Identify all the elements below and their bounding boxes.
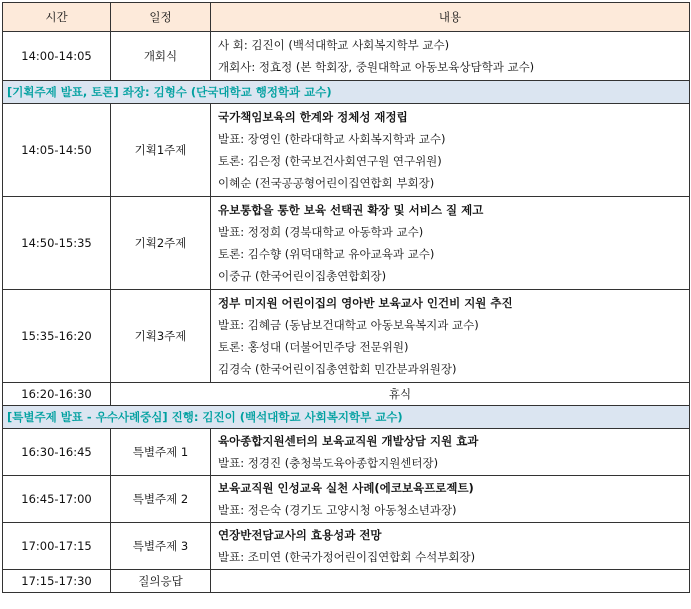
- row-event: 특별주제 2: [111, 476, 211, 523]
- table-row: [3, 570, 690, 593]
- topic-title: 국가책임보육의 한계와 정체성 재정립: [218, 110, 408, 124]
- header-content: 내용: [211, 3, 690, 32]
- topic-title: 유보통합을 통한 보육 선택권 확장 및 서비스 질 제고: [218, 203, 484, 217]
- header-row: [3, 3, 690, 32]
- qa-label: 질의응답: [111, 570, 211, 593]
- topic-title: 정부 미지원 어린이집의 영아반 보육교사 인건비 지원 추진: [218, 296, 513, 310]
- table-row: [3, 429, 690, 476]
- row-content: [211, 523, 690, 570]
- content-line: 발표: 장영인 (한라대학교 사회복지학과 교수): [218, 132, 446, 146]
- section-row: [3, 81, 690, 104]
- section-heading-planned: [기획주제 발표, 토론] 좌장: 김형수 (단국대학교 행정학과 교수): [3, 81, 690, 104]
- topic-title: 연장반전담교사의 효용성과 전망: [218, 528, 382, 542]
- content-line: 이혜순 (전국공공형어린이집연합회 부회장): [218, 176, 435, 190]
- row-time: 16:45-17:00: [3, 476, 111, 523]
- content-line: 김경숙 (한국어린이집총연합회 민간분과위원장): [218, 362, 457, 376]
- header-event: 일정: [111, 3, 211, 32]
- section-row: [3, 406, 690, 429]
- row-time: 14:00-14:05: [3, 32, 111, 81]
- row-content: [211, 197, 690, 290]
- row-content: [211, 104, 690, 197]
- row-content: [211, 32, 690, 81]
- row-time: 16:30-16:45: [3, 429, 111, 476]
- table-row: [3, 523, 690, 570]
- row-time: 14:05-14:50: [3, 104, 111, 197]
- table-row: [3, 383, 690, 406]
- break-time: 16:20-16:30: [3, 383, 111, 406]
- row-time: 15:35-16:20: [3, 290, 111, 383]
- row-time: 14:50-15:35: [3, 197, 111, 290]
- content-line: 토론: 김수향 (위덕대학교 유아교육과 교수): [218, 247, 435, 261]
- table-row: [3, 104, 690, 197]
- table-row: [3, 197, 690, 290]
- row-event: 기획3주제: [111, 290, 211, 383]
- content-line: 발표: 조미연 (한국가정어린이집연합회 수석부회장): [218, 550, 476, 564]
- content-line: 발표: 정정희 (경북대학교 아동학과 교수): [218, 225, 424, 239]
- row-event: 개회식: [111, 32, 211, 81]
- row-event: 기획2주제: [111, 197, 211, 290]
- row-event: 기획1주제: [111, 104, 211, 197]
- content-line: 사 회: 김진이 (백석대학교 사회복지학부 교수): [218, 38, 450, 52]
- table-row: [3, 290, 690, 383]
- section-heading-special: [특별주제 발표 - 우수사례중심] 진행: 김진이 (백석대학교 사회복지학부 교수): [3, 406, 690, 429]
- content-line: 토론: 홍성대 (더불어민주당 전문위원): [218, 340, 409, 354]
- content-line: 발표: 정경진 (충청북도육아종합지원센터장): [218, 456, 439, 470]
- row-content: [211, 429, 690, 476]
- content-line: 개회사: 정효정 (본 학회장, 중원대학교 아동보육상담학과 교수): [218, 60, 535, 74]
- header-time: 시간: [3, 3, 111, 32]
- table-row: [3, 32, 690, 81]
- qa-time: 17:15-17:30: [3, 570, 111, 593]
- row-event: 특별주제 1: [111, 429, 211, 476]
- content-line: 발표: 정은숙 (경기도 고양시청 아동청소년과장): [218, 503, 457, 517]
- table-row: [3, 476, 690, 523]
- topic-title: 보육교직원 인성교육 실천 사례(에코보육프로젝트): [218, 481, 474, 495]
- row-content: [211, 476, 690, 523]
- schedule-table: [2, 2, 690, 593]
- row-content: [211, 290, 690, 383]
- row-time: 17:00-17:15: [3, 523, 111, 570]
- content-line: 발표: 김혜금 (동남보건대학교 아동보육복지과 교수): [218, 318, 479, 332]
- qa-content-empty: [211, 570, 690, 593]
- break-label: 휴식: [111, 383, 690, 406]
- topic-title: 육아종합지원센터의 보육교직원 개발상담 지원 효과: [218, 434, 479, 448]
- content-line: 이중규 (한국어린이집총연합회장): [218, 269, 387, 283]
- content-line: 토론: 김은정 (한국보건사회연구원 연구위원): [218, 154, 442, 168]
- row-event: 특별주제 3: [111, 523, 211, 570]
